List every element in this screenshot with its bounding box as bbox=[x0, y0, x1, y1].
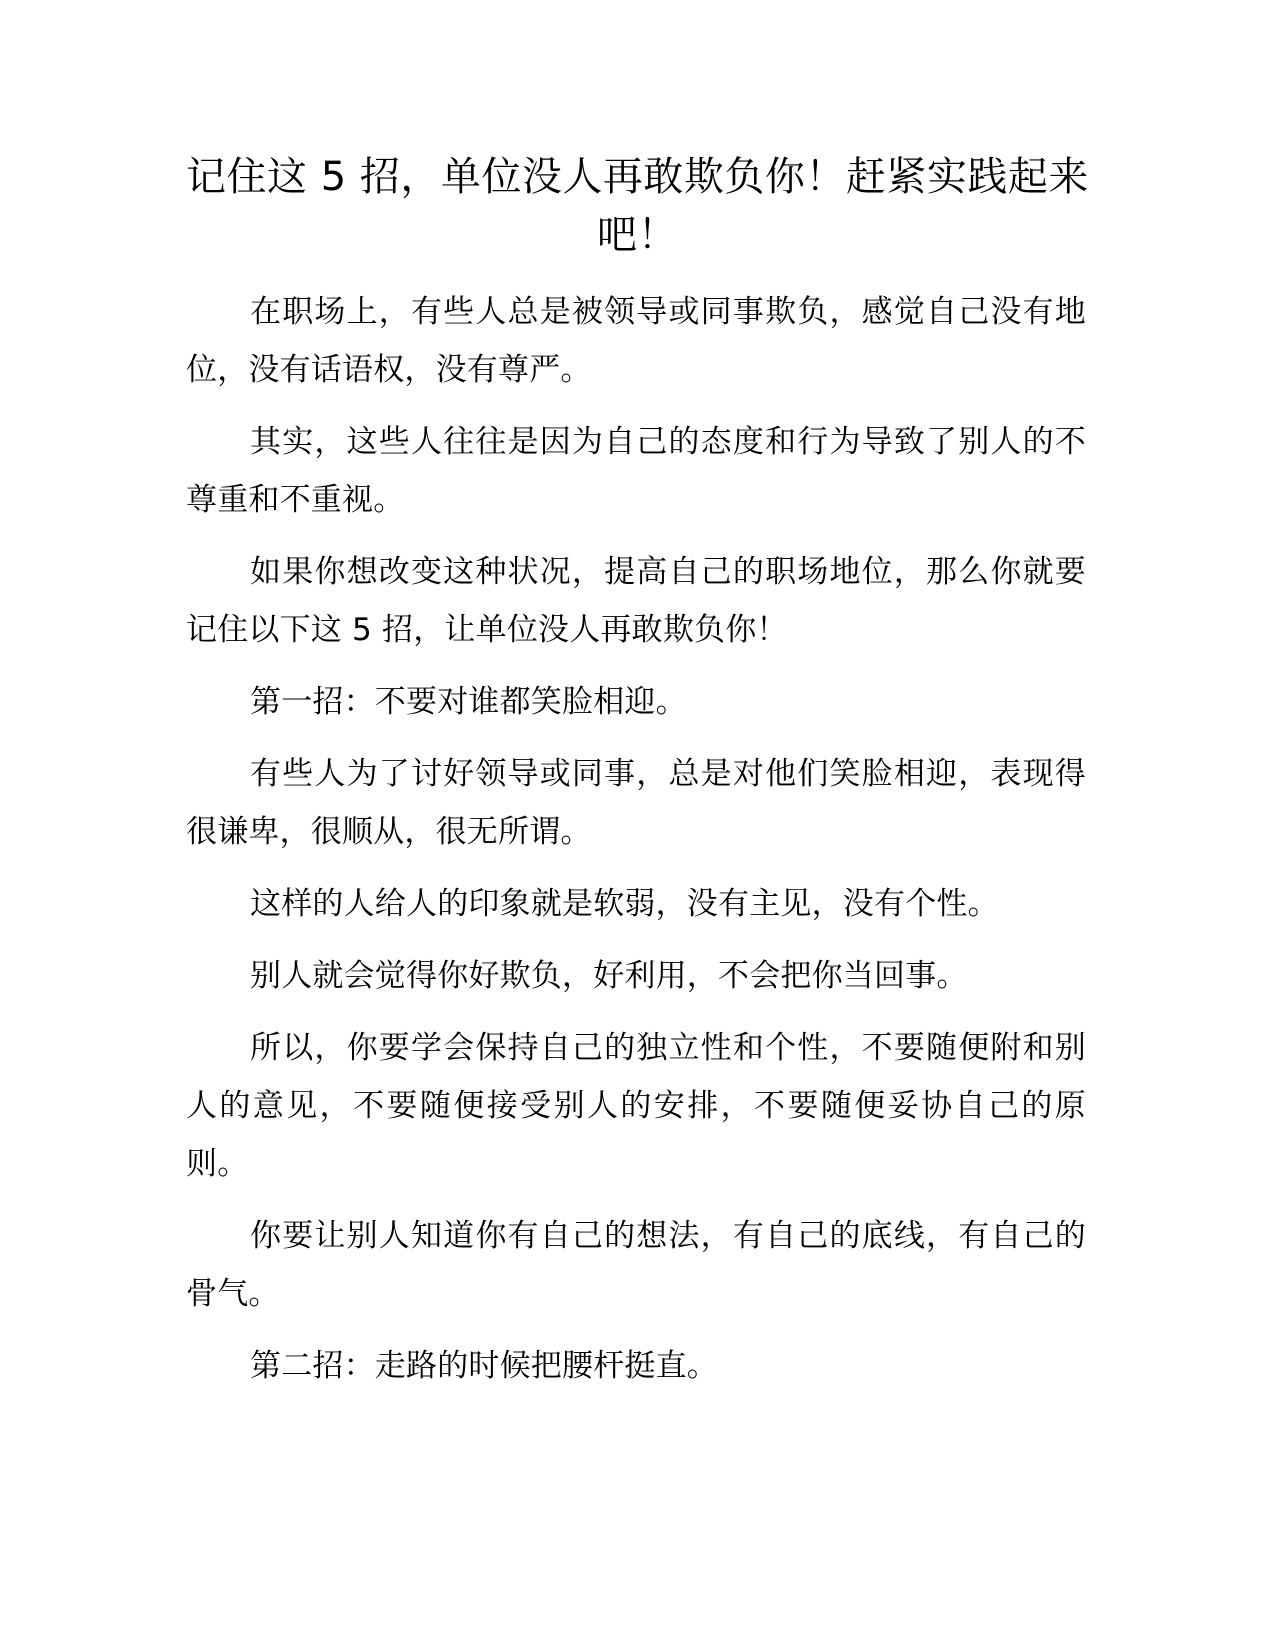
document-body bbox=[186, 283, 1086, 1409]
paragraph: 在职场上，有些人总是被领导或同事欺负，感觉自己没有地位，没有话语权，没有尊严。 bbox=[186, 294, 1086, 388]
paragraph: 所以，你要学会保持自己的独立性和个性，不要随便附和别人的意见，不要随便接受别人的安排，不要随便妥协自己的原则。 bbox=[186, 1030, 1086, 1182]
paragraph: 你要让别人知道你有自己的想法，有自己的底线，有自己的骨气。 bbox=[186, 1218, 1086, 1312]
paragraph: 别人就会觉得你好欺负，好利用，不会把你当回事。 bbox=[250, 958, 968, 994]
paragraph: 第二招：走路的时候把腰杆挺直。 bbox=[250, 1348, 718, 1384]
paragraph: 第一招：不要对谁都笑脸相迎。 bbox=[250, 684, 687, 720]
paragraph: 这样的人给人的印象就是软弱，没有主见，没有个性。 bbox=[250, 886, 999, 922]
paragraph: 其实，这些人往往是因为自己的态度和行为导致了别人的不尊重和不重视。 bbox=[186, 424, 1086, 518]
paragraph: 如果你想改变这种状况，提高自己的职场地位，那么你就要记住以下这 5 招，让单位没人再敢欺负你！ bbox=[186, 554, 1086, 648]
paragraph: 有些人为了讨好领导或同事，总是对他们笑脸相迎，表现得很谦卑，很顺从，很无所谓。 bbox=[186, 756, 1086, 850]
document-title: 记住这 5 招，单位没人再敢欺负你！赶紧实践起来吧！ bbox=[186, 154, 1089, 258]
